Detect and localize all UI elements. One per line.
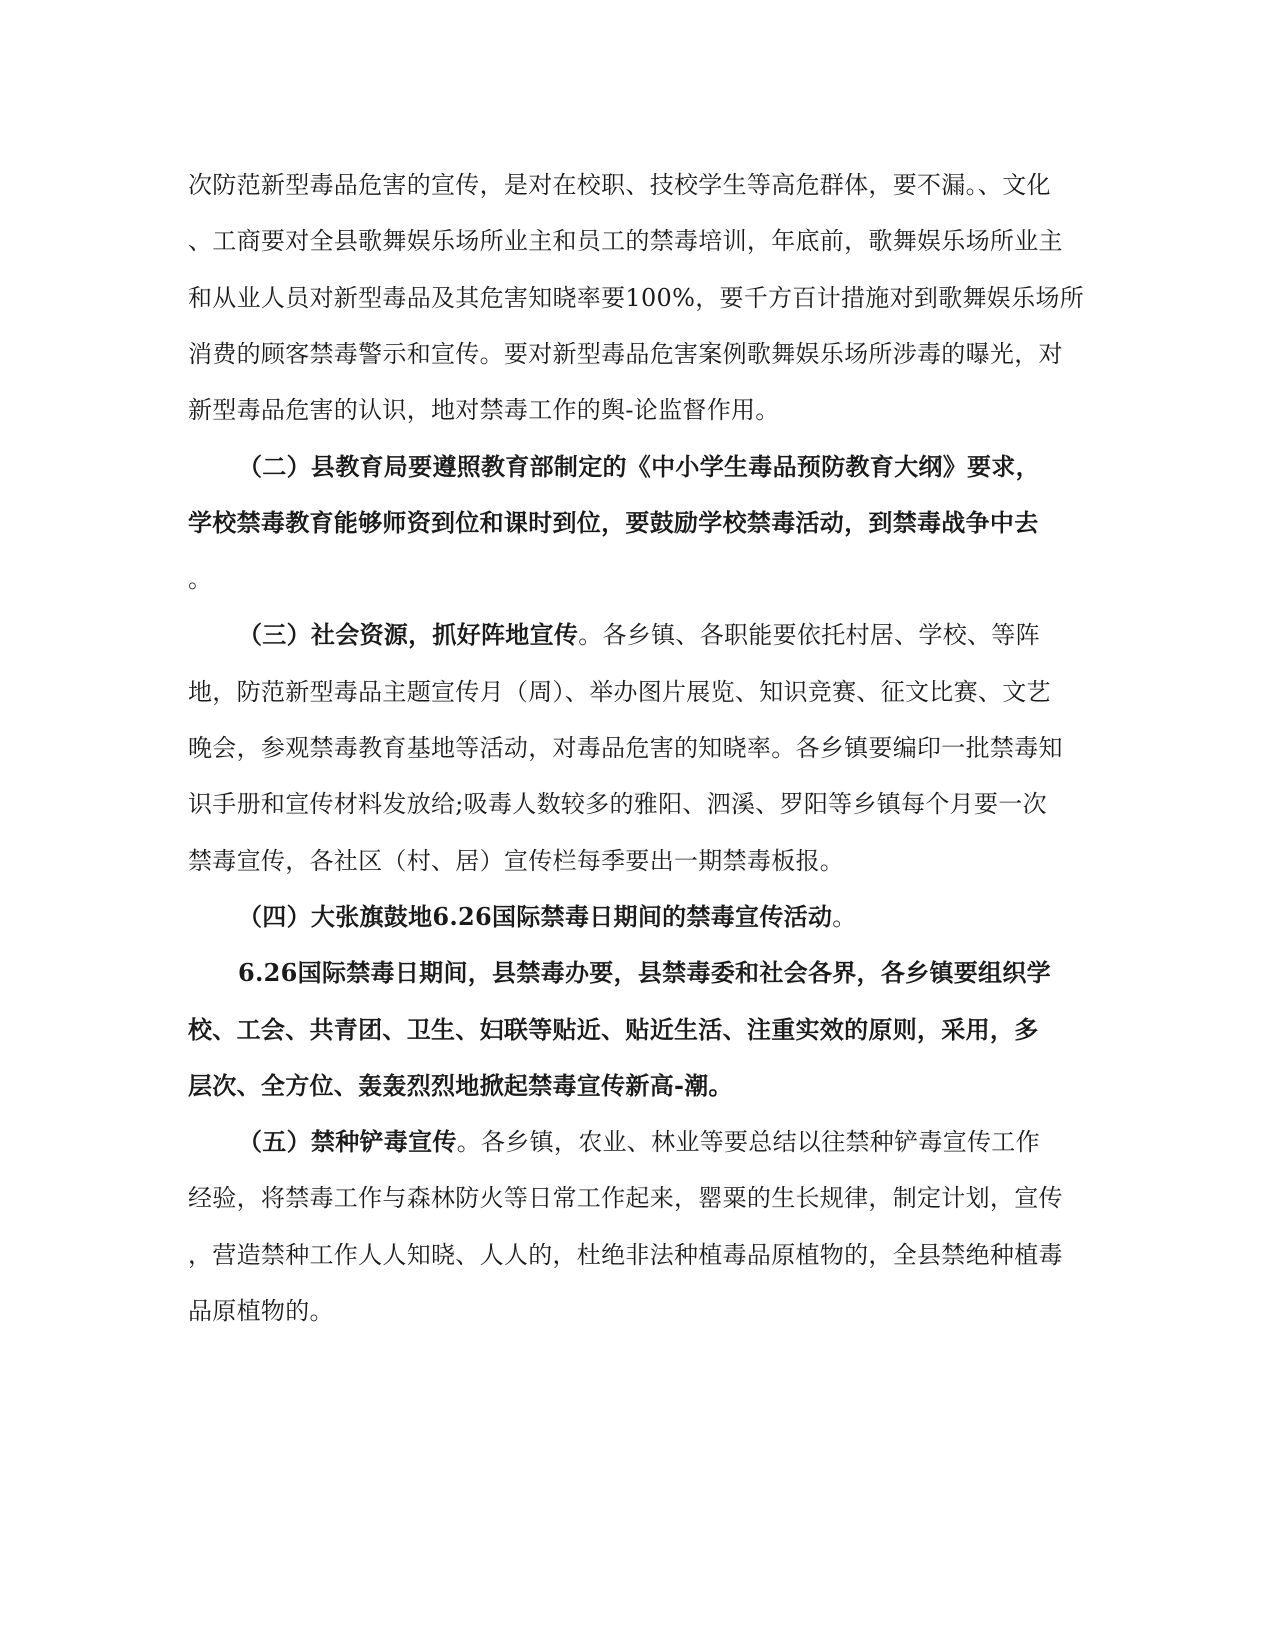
body-line: 、工商要对全县歌舞娱乐场所业主和员工的禁毒培训，年底前，歌舞娱乐场所业主: [188, 227, 1063, 255]
section-heading-5: （五）禁种铲毒宣传: [238, 1127, 457, 1156]
body-line: 消费的顾客禁毒警示和宣传。要对新型毒品危害案例歌舞娱乐场所涉毒的曝光，对: [188, 340, 1063, 368]
body-line: 经验，将禁毒工作与森林防火等日常工作起来，罂粟的生长规律，制定计划，宣传: [188, 1184, 1063, 1212]
section-4-text: 。: [832, 903, 857, 931]
section-heading-3: （三）社会资源，抓好阵地宣传: [238, 620, 579, 649]
body-line: 品原植物的。: [188, 1297, 334, 1325]
body-line: ，营造禁种工作人人知晓、人人的，杜绝非法种植毒品原植物的，全县禁绝种植毒: [188, 1241, 1063, 1269]
section-5-text: 。各乡镇，农业、林业等要总结以往禁种铲毒宣传工作: [456, 1128, 1040, 1156]
body-line: 新型毒品危害的认识，地对禁毒工作的舆-论监督作用。: [188, 396, 780, 424]
body-line: 晚会，参观禁毒教育基地等活动，对毒品危害的知晓率。各乡镇要编印一批禁毒知: [188, 734, 1063, 762]
body-line: 校、工会、共青团、卫生、妇联等贴近、贴近生活、注重实效的原则，采用，多: [188, 1015, 1039, 1044]
body-line: 。: [188, 565, 213, 593]
body-line: 禁毒宣传，各社区（村、居）宣传栏每季要出一期禁毒板报。: [188, 847, 845, 875]
body-line: 识手册和宣传材料发放给;吸毒人数较多的雅阳、泗溪、罗阳等乡镇每个月要一次: [188, 790, 1047, 818]
body-line: 地，防范新型毒品主题宣传月（周）、举办图片展览、知识竞赛、征文比赛、文艺: [188, 678, 1051, 706]
body-line: 层次、全方位、轰轰烈烈地掀起禁毒宣传新高-潮。: [188, 1071, 733, 1100]
body-line: 次防范新型毒品危害的宣传，是对在校职、技校学生等高危群体，要不漏。、文化: [188, 171, 1051, 199]
section-heading-2: （二）县教育局要遵照教育部制定的《中小学生毒品预防教育大纲》要求，: [238, 452, 1040, 481]
body-line: 6.26国际禁毒日期间，县禁毒办要，县禁毒委和社会各界，各乡镇要组织学: [238, 958, 1051, 987]
section-4-line: [238, 902, 1088, 932]
section-3-first-line: [238, 620, 1088, 650]
section-3-text: 。各乡镇、各职能要依托村居、学校、等阵: [578, 621, 1040, 649]
body-line: 学校禁毒教育能够师资到位和课时到位，要鼓励学校禁毒活动，到禁毒战争中去: [188, 508, 1039, 537]
section-5-first-line: [238, 1127, 1088, 1157]
body-line: 和从业人员对新型毒品及其危害知晓率要100%，要千方百计措施对到歌舞娱乐场所: [188, 284, 1085, 312]
section-heading-4: （四）大张旗鼓地6.26国际禁毒日期间的禁毒宣传活动: [238, 902, 833, 931]
